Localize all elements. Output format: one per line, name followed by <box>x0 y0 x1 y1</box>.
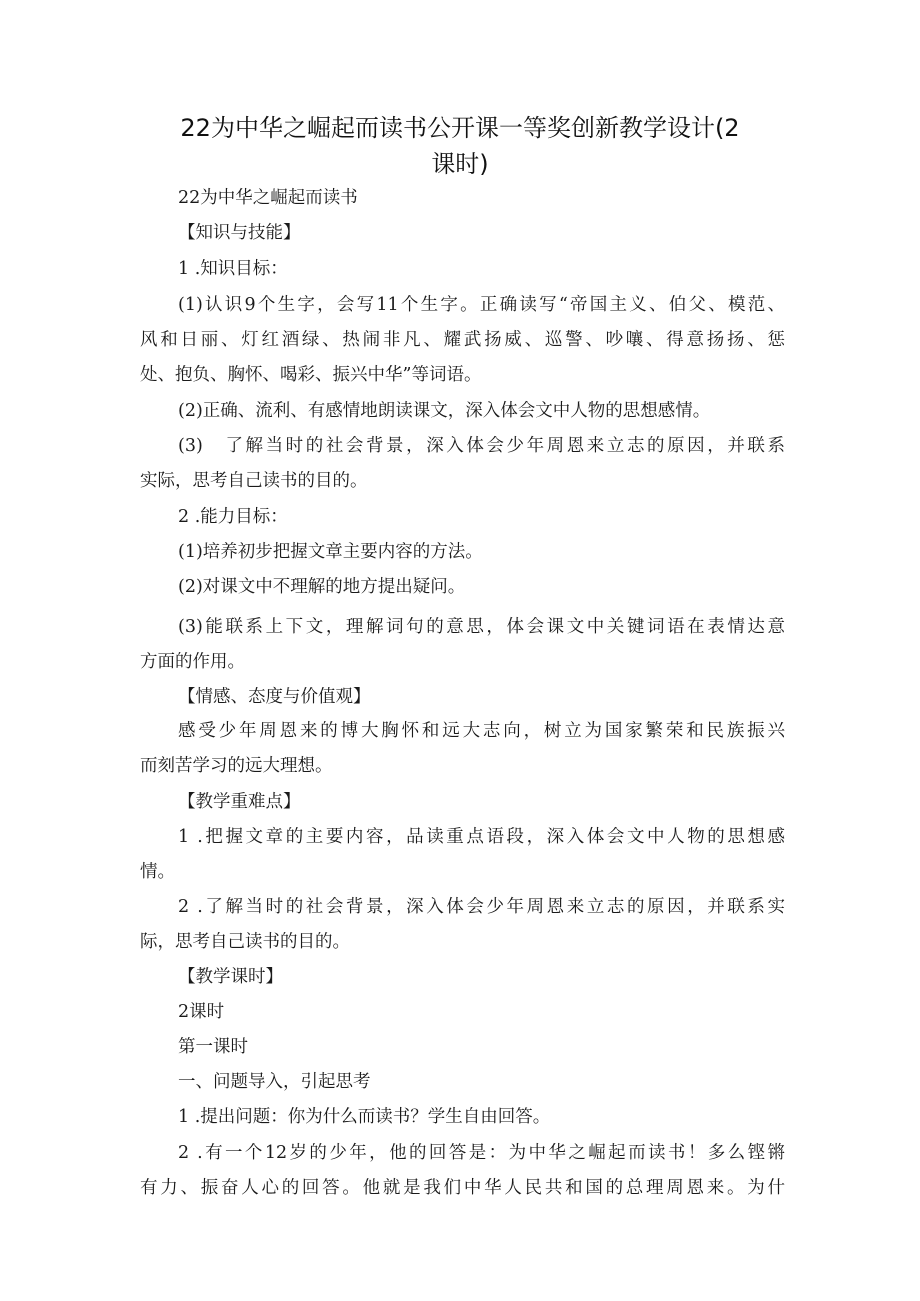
subtitle: 22为中华之崛起而读书 <box>178 188 358 208</box>
paragraph-line: 感受少年周恩来的博大胸怀和远大志向，树立为国家繁荣和民族振兴 <box>178 721 785 741</box>
paragraph-line: (2)正确、流利、有感情地朗读课文，深入体会文中人物的思想感情。 <box>178 401 711 421</box>
section-heading-knowledge-skills: 【知识与技能】 <box>178 223 301 243</box>
title-line-2: 课时) <box>431 150 489 178</box>
paragraph-line: (1)培养初步把握文章主要内容的方法。 <box>178 542 483 562</box>
paragraph-line: 风和日丽、灯红酒绿、热闹非凡、耀武扬威、巡警、吵嚷、得意扬扬、惩 <box>140 330 785 350</box>
paragraph-line: 实际，思考自己读书的目的。 <box>140 471 368 491</box>
paragraph-line: (1)认识9个生字，会写11个生字。正确读写“帝国主义、伯父、模范、 <box>178 295 785 315</box>
paragraph-line: 情。 <box>140 862 175 882</box>
list-item: 2 .有一个12岁的少年，他的回答是：为中华之崛起而读书！多么铿锵 <box>178 1143 785 1163</box>
paragraph-line: (3)能联系上下文，理解词句的意思，体会课文中关键词语在表情达意 <box>178 617 785 637</box>
paragraph-line: 处、抱负、胸怀、喝彩、振兴中华”等词语。 <box>140 365 482 385</box>
paragraph-line: (3) 了解当时的社会背景，深入体会少年周恩来立志的原因，并联系 <box>178 436 785 456</box>
paragraph-line: 而刻苦学习的远大理想。 <box>140 756 333 776</box>
paragraph-line: 际，思考自己读书的目的。 <box>140 932 350 952</box>
title-line-1: 22为中华之崛起而读书公开课一等奖创新教学设计(2 <box>180 114 740 142</box>
document-title <box>140 110 780 182</box>
paragraph-line: 有力、振奋人心的回答。他就是我们中华人民共和国的总理周恩来。为什 <box>140 1178 785 1198</box>
list-item: 1 .把握文章的主要内容，品读重点语段，深入体会文中人物的思想感 <box>178 827 785 847</box>
section-heading-key-points: 【教学重难点】 <box>178 792 301 812</box>
list-item: 1 .提出问题：你为什么而读书？学生自由回答。 <box>178 1107 551 1127</box>
step-heading: 一、问题导入，引起思考 <box>178 1072 371 1092</box>
list-item: 2 .能力目标： <box>178 507 288 527</box>
paragraph-line: 2课时 <box>178 1002 225 1022</box>
list-item: 2 .了解当时的社会背景，深入体会少年周恩来立志的原因，并联系实 <box>178 897 785 917</box>
list-item: 1 .知识目标： <box>178 259 288 279</box>
paragraph-line: 方面的作用。 <box>140 652 245 672</box>
lesson-heading: 第一课时 <box>178 1037 248 1057</box>
section-heading-class-hours: 【教学课时】 <box>178 967 283 987</box>
section-heading-emotion-values: 【情感、态度与价值观】 <box>178 687 371 707</box>
paragraph-line: (2)对课文中不理解的地方提出疑问。 <box>178 577 466 597</box>
